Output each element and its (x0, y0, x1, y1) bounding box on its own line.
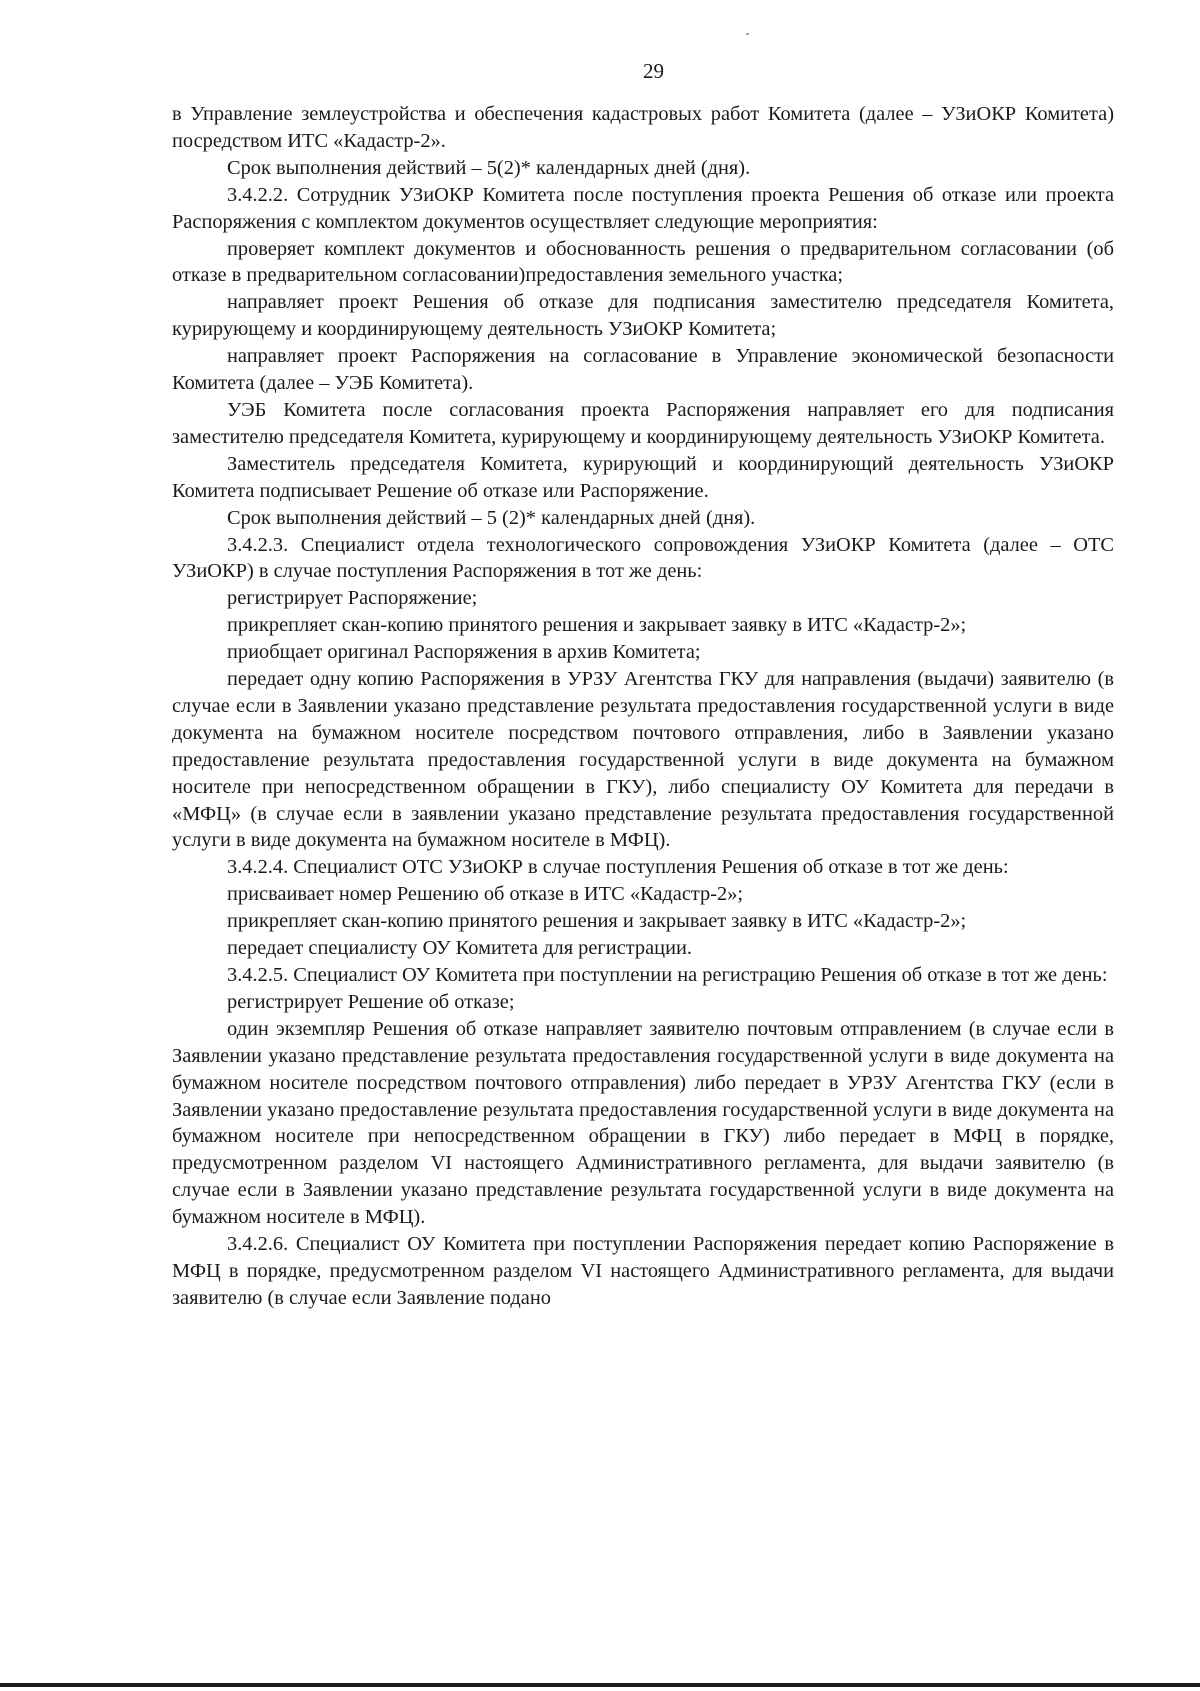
paragraph-1: в Управление землеустройства и обеспечения кадастровых работ Комитета (далее – УЗиОКР Комитета) посредством ИТС «Кадастр-2». (172, 103, 1114, 152)
paragraph-7: УЭБ Комитета после согласования проекта Распоряжения направляет его для подписания заместителю председателя Комитета, курирующему и координирующему деятельность УЗиОКР Комитета. (172, 398, 1114, 448)
paragraph-15: 3.4.2.4. Специалист ОТС УЗиОКР в случае поступления Решения об отказе в тот же день: (227, 856, 1009, 879)
paragraph-19: 3.4.2.5. Специалист ОУ Комитета при поступлении на регистрацию Решения об отказе в тот же день: (227, 964, 1108, 986)
paragraph-10: 3.4.2.3. Специалист отдела технологического сопровождения УЗиОКР Комитета (далее – ОТС УЗиОКР) в случае поступления Распоряжения в тот же день: (172, 533, 1114, 583)
page-number: 29 (643, 59, 664, 83)
paragraph-8: Заместитель председателя Комитета, курирующий и координирующий деятельность УЗиОКР Комитета подписывает Решение об отказе или Распоряжение. (172, 452, 1114, 502)
paragraph-21: один экземпляр Решения об отказе направляет заявителю почтовым отправлением (в случае если в Заявлении указано представление результата предоставления государственной услуги в виде документа на бумажном носителе посредством почтового отправления) либо передает в УРЗУ Агентства ГКУ (если в Заявлении указано предоставление результата предоставления государственной услуги в виде документа на бумажном носителе при непосредственном обращении в ГКУ) либо передает в МФЦ в порядке, предусмотренном разделом VI настоящего Административного регламента, для выдачи заявителю (в случае если в Заявлении указано представление результата государственной услуги в виде документа на бумажном носителе в МФЦ). (172, 1017, 1114, 1229)
paragraph-9: Срок выполнения действий – 5 (2)* календарных дней (дня). (227, 506, 756, 529)
paragraph-17: прикрепляет скан-копию принятого решения и закрывает заявку в ИТС «Кадастр-2»; (227, 910, 967, 933)
paragraph-3: 3.4.2.2. Сотрудник УЗиОКР Комитета после поступления проекта Решения об отказе или проекта Распоряжения с комплектом документов осуществляет следующие мероприятия: (172, 183, 1114, 233)
paragraph-16: присваивает номер Решению об отказе в ИТС «Кадастр-2»; (227, 883, 744, 906)
paragraph-22: 3.4.2.6. Специалист ОУ Комитета при поступлении Распоряжения передает копию Распоряжение в МФЦ в порядке, предусмотренном разделом VI настоящего Административного регламента, для выдачи заявителю (в случае если Заявление подано (172, 1233, 1114, 1309)
paragraph-11: регистрирует Распоряжение; (227, 587, 478, 610)
paragraph-20: регистрирует Решение об отказе; (227, 990, 515, 1013)
paragraph-2: Срок выполнения действий – 5(2)* календарных дней (дня). (227, 156, 751, 179)
paragraph-6: направляет проект Распоряжения на согласование в Управление экономической безопасности Комитета (далее – УЭБ Комитета). (172, 345, 1114, 395)
paragraph-14: передает одну копию Распоряжения в УРЗУ Агентства ГКУ для направления (выдачи) заявителю (в случае если в Заявлении указано представление результата предоставления государственной услуги в виде документа на бумажном носителе посредством почтового отправления, либо в Заявлении указано предоставление результата предоставления государственной услуги в виде документа на бумажном носителе при непосредственном обращении в ГКУ), либо специалисту ОУ Комитета для передачи в «МФЦ» (в случае если в заявлении указано представление результата предоставления государственной услуги в виде документа на бумажном носителе в МФЦ). (172, 668, 1114, 852)
document-body (172, 101, 1114, 1312)
scan-bottom-edge (0, 1683, 1200, 1687)
paragraph-18: передает специалисту ОУ Комитета для регистрации. (227, 937, 692, 960)
paragraph-5: направляет проект Решения об отказе для подписания заместителю председателя Комитета, курирующему и координирующему деятельность УЗиОКР Комитета; (172, 291, 1114, 341)
paragraph-12: прикрепляет скан-копию принятого решения и закрывает заявку в ИТС «Кадастр-2»; (227, 614, 967, 637)
scan-speck (746, 33, 749, 35)
paragraph-4: проверяет комплект документов и обоснованность решения о предварительном согласовании (об отказе в предварительном согласовании)предоставления земельного участка; (172, 237, 1114, 287)
paragraph-13: приобщает оригинал Распоряжения в архив Комитета; (227, 641, 701, 664)
